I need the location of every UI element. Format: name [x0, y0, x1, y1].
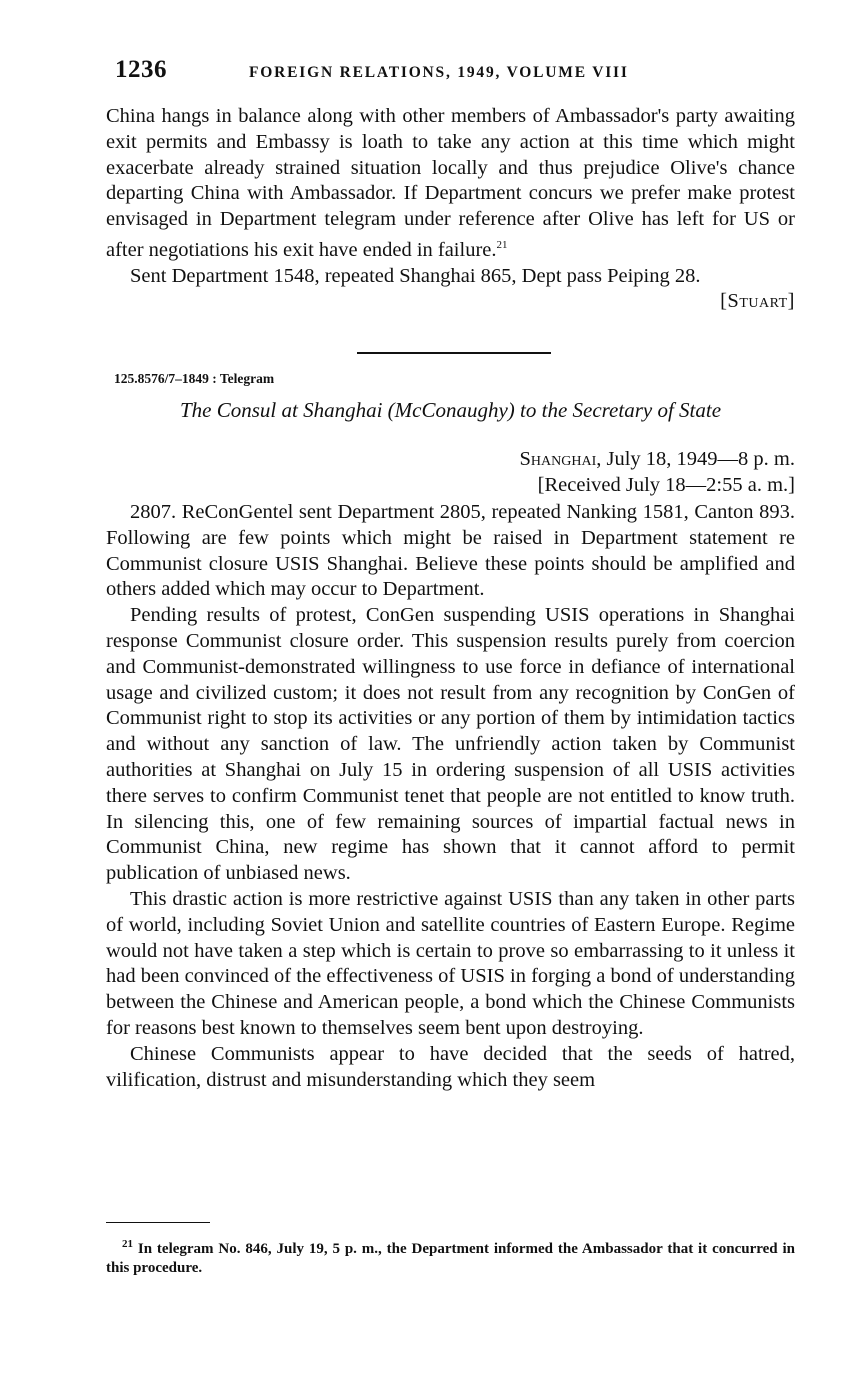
telegram-body [106, 500, 795, 1093]
footnote-divider [106, 1222, 210, 1223]
dateline [520, 447, 795, 499]
sent-line [520, 447, 795, 473]
paragraph: This drastic action is more restrictive against USIS than any taken in other parts of world, including Soviet Union and satellite countries of Eastern Europe. Regime would not have taken a step which is certain to prove so embarrassing to it unless it had been convinced of the effectiveness of USIS in forging a bond of understanding between the Chinese and American people, a bond which the Chinese Communists for reasons best known to themselves seem bent upon destroying. [106, 887, 795, 1039]
footnote-number: 21 [122, 1238, 133, 1250]
paragraph: 2807. ReConGentel sent Department 2805, repeated Nanking 1581, Canton 893. Following are few points which might be raised in Department statement re Communist closure USIS Shanghai. Believe these points should be amplified and others added which may occur to Department. [106, 501, 795, 601]
running-head: FOREIGN RELATIONS, 1949, VOLUME VIII [249, 64, 629, 81]
paragraph: China hangs in balance along with other members of Ambassador's party awaiting exit permits and Embassy is loath to take any action at this time which might exacerbate already strained situation locally and thus prejudice Olive's chance departing China with Ambassador. If Department concurs we prefer make protest envisaged in Department telegram under reference after Olive has left for US or after negotiations his exit have ended in failure.$^{21}$ [106, 105, 795, 261]
dateline-date: July 18, 1949—8 p. m. [601, 448, 795, 470]
document-title: The Consul at Shanghai (McConaughy) to the Secretary of State [179, 398, 722, 422]
received-line: [Received July 18—2:55 a. m.] [537, 473, 795, 496]
section-divider [357, 352, 551, 354]
footnote [106, 1235, 795, 1278]
paragraph: Pending results of protest, ConGen suspending USIS operations in Shanghai response Communist closure order. This suspension results purely from coercion and Communist-demonstrated willingness to use force in defiance of international usage and civilized custom; it does not result from any recognition by ConGen of Communist right to stop its activities or any portion of them by intimidation tactics and without any sanction of law. The unfriendly action taken by Communist authorities at Shanghai on July 15 in ordering suspension of all USIS activities there serves to confirm Communist tenet that people are not entitled to know truth. In silencing this, one of few remaining sources of impartial factual news in Communist China, new regime has shown that it cannot afford to permit publication of unbiased news. [106, 604, 795, 885]
paragraph: Chinese Communists appear to have decided that the seeds of hatred, vilification, distrust and misunderstanding which they seem [106, 1042, 795, 1091]
page-number: 1236 [115, 56, 167, 83]
page-header [115, 56, 795, 90]
paragraph: Sent Department 1548, repeated Shanghai 865, Dept pass Peiping 28. [130, 264, 701, 287]
dateline-place: Shanghai, [519, 448, 602, 470]
previous-document-text [106, 104, 795, 315]
footnote-text: In telegram No. 846, July 19, 5 p. m., the Department informed the Ambassador that it concurred in this procedure. [106, 1241, 795, 1276]
signature: [Stuart] [720, 290, 795, 313]
footnote-marker: 21 [496, 238, 508, 251]
file-reference: 125.8576/7–1849 : Telegram [114, 371, 275, 386]
